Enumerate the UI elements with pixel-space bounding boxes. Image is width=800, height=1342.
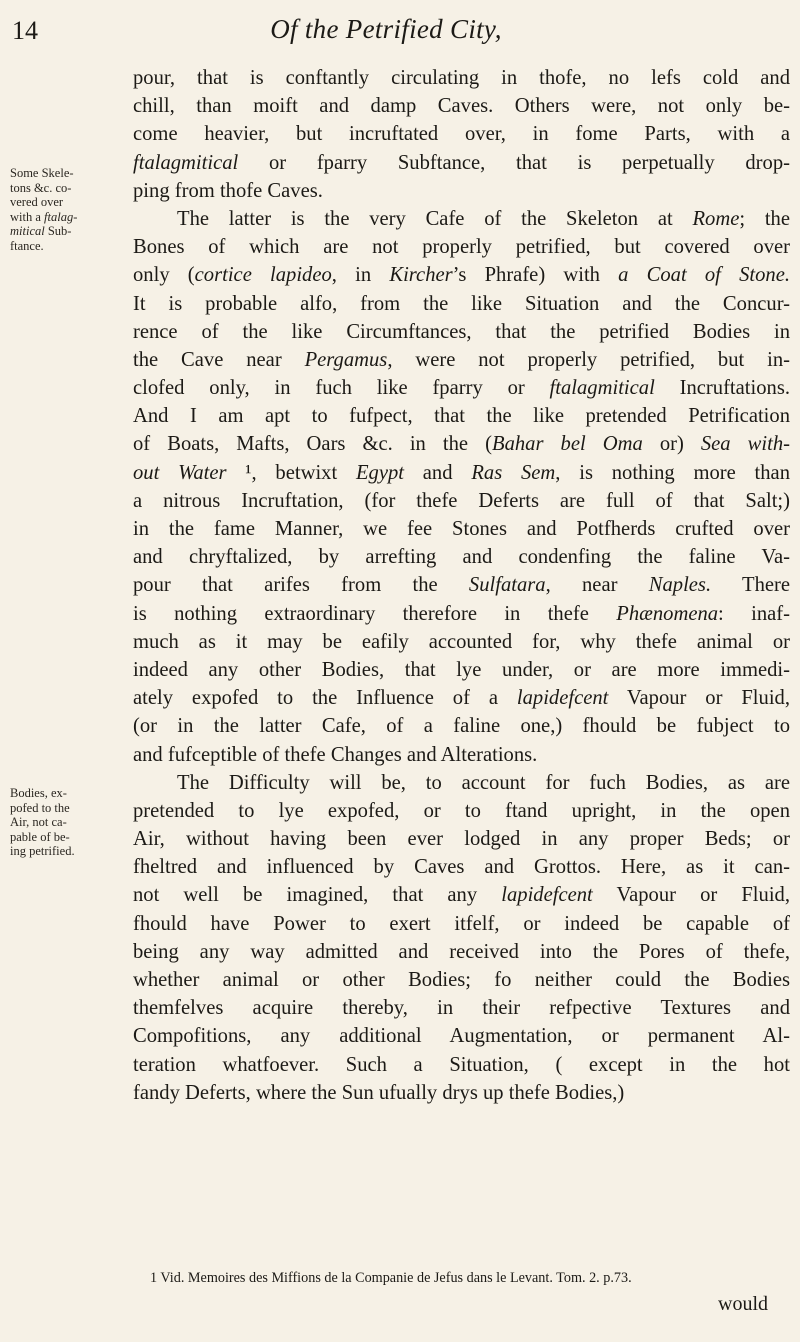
text-line: Air, without having been ever lodged in any proper Beds; or [133, 828, 790, 851]
margin-note-bodies-exposed [10, 786, 128, 859]
text-line: ftalagmitical or fparry Subftance, that is perpetually drop- [133, 151, 790, 174]
text-line: The latter is the very Cafe of the Skeleton at Rome; the [177, 207, 790, 230]
page-number: 14 [12, 16, 38, 45]
text-line: clofed only, in fuch like fparry or ftalagmitical Incruftations. [133, 377, 790, 400]
margin-note-line: Air, not ca- [10, 815, 67, 830]
text-line: only (cortice lapideo, in Kircher’s Phrafe) with a Coat of Stone. [133, 264, 790, 287]
text-line: Bones of which are not properly petrified, but covered over [133, 236, 790, 259]
text-line: pour, that is conftantly circulating in thofe, no lefs cold and [133, 67, 790, 89]
margin-note-line: mitical Sub- [10, 224, 72, 239]
body-text [133, 64, 790, 1107]
page-header [12, 12, 760, 56]
text-line: in the fame Manner, we fee Stones and Potfherds crufted over [133, 518, 790, 540]
running-head: Of the Petrified City, [270, 14, 502, 44]
margin-note-line: tons &c. co- [10, 180, 72, 195]
text-line: a nitrous Incruftation, (for thefe Deferts are full of that Salt;) [133, 489, 790, 512]
margin-note-line: ing petrified. [10, 844, 75, 859]
margin-note-skeletons [10, 166, 128, 254]
text-line: pour that arifes from the Sulfatara, near Naples. There [133, 574, 790, 597]
margin-note-line: Bodies, ex- [10, 786, 67, 800]
text-line: and chryftalized, by arrefting and condenfing the faline Va- [133, 546, 790, 569]
text-line: fandy Deferts, where the Sun ufually drys up thefe Bodies,) [133, 1081, 625, 1104]
margin-note-line: with a ftalag- [10, 209, 78, 224]
text-line: themfelves acquire thereby, in their refpective Textures and [133, 997, 790, 1020]
footnote: 1 Vid. Memoires des Miffions de la Companie de Jefus dans le Levant. Tom. 2. p.73. [150, 1270, 632, 1286]
margin-note-line: Some Skele- [10, 166, 74, 180]
text-line: and fufceptible of thefe Changes and Alterations. [133, 743, 538, 766]
text-line: much as it may be eafily accounted for, why thefe animal or [133, 630, 790, 653]
text-line: out Water ¹, betwixt Egypt and Ras Sem, is nothing more than [133, 461, 790, 484]
text-line: not well be imagined, that any lapidefcent Vapour or Fluid, [133, 884, 790, 907]
text-line: come heavier, but incruftated over, in fome Parts, with a [133, 123, 790, 146]
text-line: is nothing extraordinary therefore in thefe Phænomena: inaf- [133, 602, 790, 625]
text-line: ately expofed to the Influence of a lapidefcent Vapour or Fluid, [133, 687, 790, 710]
text-line: chill, than moift and damp Caves. Others were, not only be- [133, 95, 790, 118]
text-line: And I am apt to fufpect, that the like pretended Petrification [133, 405, 790, 428]
margin-note-line: vered over [10, 195, 64, 210]
text-line: (or in the latter Cafe, of a faline one,) fhould be fubject to [133, 715, 790, 738]
text-line: of Boats, Mafts, Oars &c. in the (Bahar bel Oma or) Sea with- [133, 433, 790, 456]
margin-note-line: pofed to the [10, 800, 70, 815]
text-line: It is probable alfo, from the like Situation and the Concur- [133, 292, 790, 315]
text-line: fheltred and influenced by Caves and Grottos. Here, as it can- [133, 856, 790, 879]
text-line: teration whatfoever. Such a Situation, ( except in the hot [133, 1053, 790, 1076]
text-line: pretended to lye expofed, or to ftand upright, in the open [133, 799, 790, 822]
margin-note-line: ftance. [10, 238, 44, 253]
text-line: the Cave near Pergamus, were not properly petrified, but in- [133, 348, 790, 371]
text-line: The Difficulty will be, to account for fuch Bodies, as are [177, 771, 790, 794]
text-line: Compofitions, any additional Augmentation, or permanent Al- [133, 1025, 790, 1048]
text-line: being any way admitted and received into the Pores of thefe, [133, 940, 790, 963]
text-line: indeed any other Bodies, that lye under, or are more immedi- [133, 658, 790, 681]
text-line: whether animal or other Bodies; fo neither could the Bodies [133, 969, 790, 991]
text-line: ping from thofe Caves. [133, 179, 323, 202]
text-line: fhould have Power to exert itfelf, or indeed be capable of [133, 912, 790, 935]
catchword: would [718, 1293, 768, 1315]
text-line: rence of the like Circumftances, that the petrified Bodies in [133, 320, 790, 343]
margin-note-line: pable of be- [10, 829, 70, 844]
